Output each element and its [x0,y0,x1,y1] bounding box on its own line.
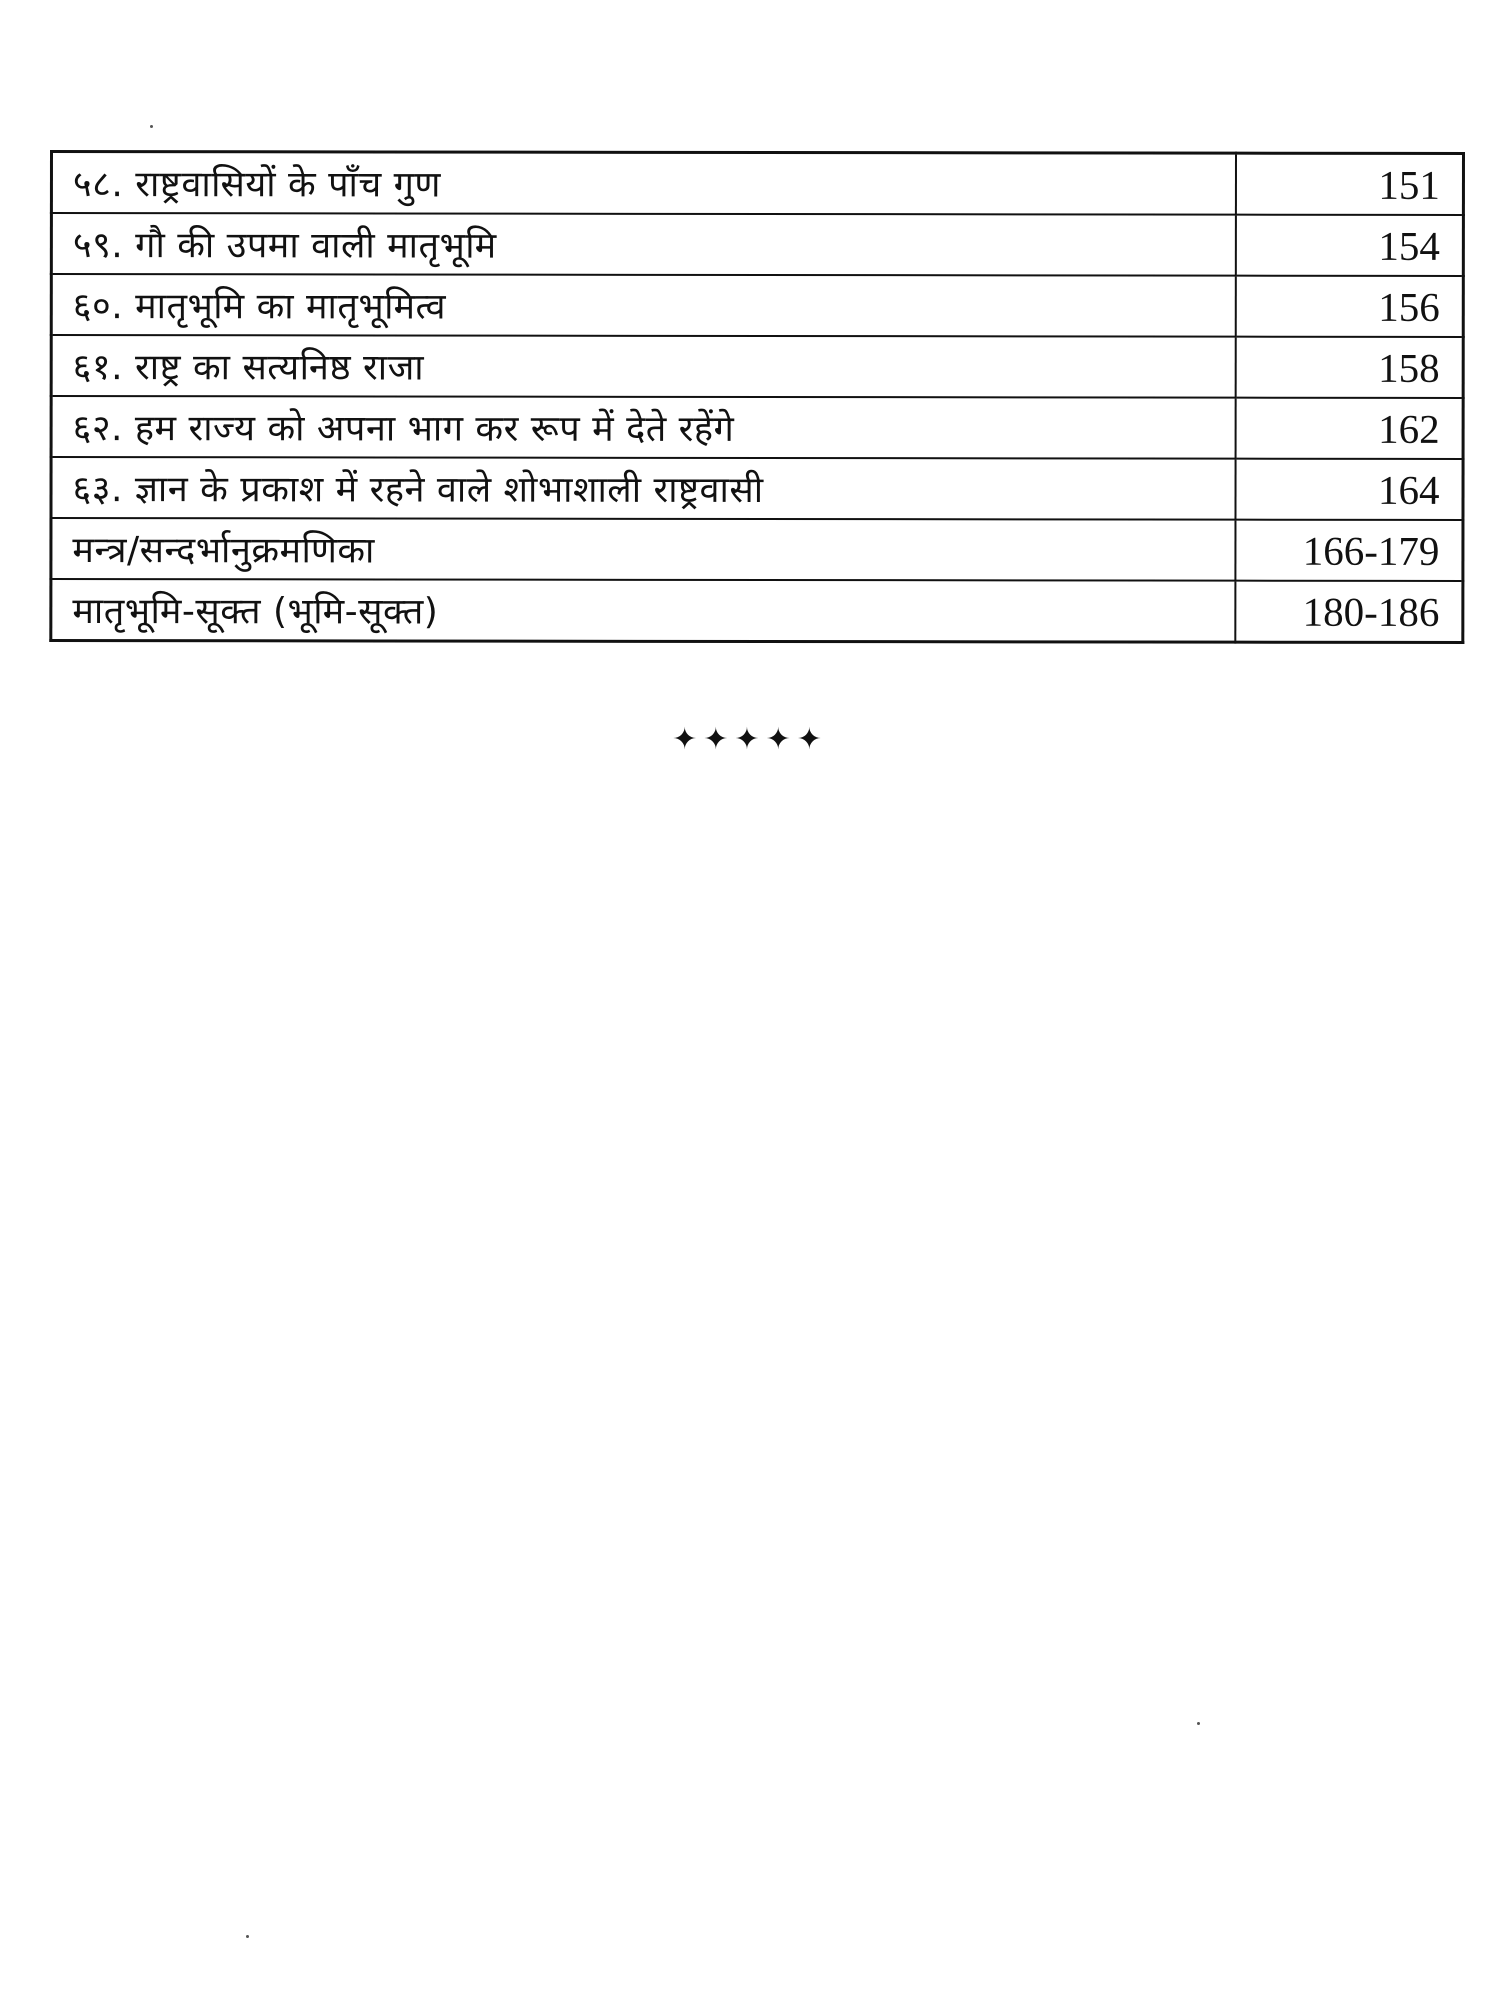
table-of-contents [49,150,1465,644]
table-row [51,579,1463,642]
scan-speck [246,1935,249,1938]
table-row [51,457,1463,520]
table-row [51,213,1463,276]
toc-entry-page: 164 [1235,459,1463,520]
toc-entry-page: 166-179 [1235,520,1463,581]
toc-entry-title: ५८. राष्ट्रवासियों के पाँच गुण [51,152,1236,215]
table-row [51,396,1463,459]
toc-entry-page: 162 [1236,398,1464,459]
scan-speck [150,125,153,128]
scan-speck [1197,1722,1200,1725]
toc-entry-title: ६०. मातृभूमि का मातृभूमित्व [51,274,1236,337]
toc-entry-page: 151 [1236,153,1464,215]
toc-entry-page: 156 [1236,276,1464,337]
toc-entry-title: ६२. हम राज्य को अपना भाग कर रूप में देते रहेंगे [51,396,1236,459]
toc-entry-title: ५९. गौ की उपमा वाली मातृभूमि [51,213,1236,276]
table-row [51,274,1463,337]
toc-entry-title: मातृभूमि-सूक्त (भूमि-सूक्त) [51,579,1236,642]
table-row [51,152,1463,215]
toc-entry-page: 154 [1236,215,1464,276]
table-row [51,335,1463,398]
toc-entry-page: 180-186 [1235,581,1463,643]
toc-entry-title: ६१. राष्ट्र का सत्यनिष्ठ राजा [51,335,1236,398]
star-ornament-divider: ✦✦✦✦✦ [672,722,828,757]
table-row [51,518,1463,581]
toc-entry-title: ६३. ज्ञान के प्रकाश में रहने वाले शोभाशाली राष्ट्रवासी [51,457,1236,520]
toc-entry-title: मन्त्र/सन्दर्भानुक्रमणिका [51,518,1236,581]
toc-entry-page: 158 [1236,337,1464,398]
